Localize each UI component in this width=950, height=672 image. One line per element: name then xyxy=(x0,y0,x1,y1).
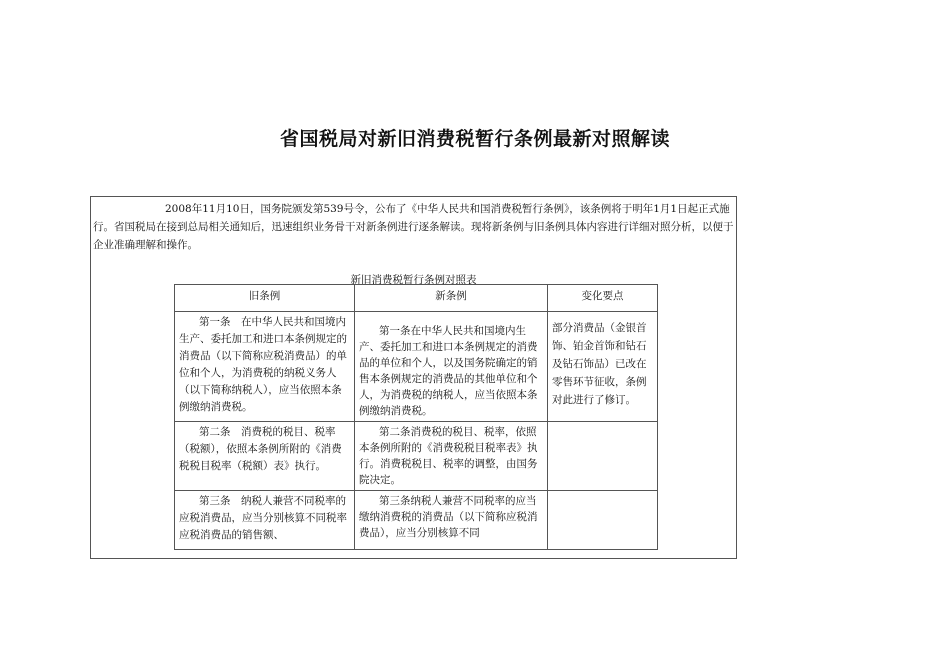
table-header-row xyxy=(175,285,658,312)
new-article-cell: 第二条消费税的税目、税率，依照本条例所附的《消费税税目税率表》执行。消费税税目、税率的调整，由国务院决定。 xyxy=(355,422,548,491)
content-box xyxy=(90,196,737,559)
change-note-cell xyxy=(548,422,658,491)
intro-paragraph: 2008年11月10日，国务院颁发第539号令，公布了《中华人民共和国消费税暂行条例》，该条例将于明年1月1日起正式施行。省国税局在接到总局相关通知后，迅速组织业务骨干对新条例进行逐条解读。现将新条例与旧条例具体内容进行详细对照分析，以便于企业准确理解和操作。 xyxy=(93,203,734,251)
table-row xyxy=(175,422,658,491)
old-article-cell: 第三条 纳税人兼营不同税率的应税消费品，应当分别核算不同税率应税消费品的销售额、 xyxy=(175,491,355,550)
comparison-table xyxy=(174,284,658,550)
new-article-cell: 第三条纳税人兼营不同税率的应当缴纳消费税的消费品（以下简称应税消费品），应当分别核算不同 xyxy=(355,491,548,550)
table-row xyxy=(175,312,658,422)
change-note-cell: 部分消费品（金银首饰、铂金首饰和钻石及钻石饰品）已改在零售环节征收，条例对此进行了修订。 xyxy=(548,312,658,422)
document-title: 省国税局对新旧消费税暂行条例最新对照解读 xyxy=(279,128,670,150)
old-article-cell: 第一条 在中华人民共和国境内生产、委托加工和进口本条例规定的消费品（以下简称应税消费品）的单位和个人，为消费税的纳税义务人（以下简称纳税人），应当依照本条例缴纳消费税。 xyxy=(175,312,355,422)
header-new-regulation: 新条例 xyxy=(355,285,548,312)
change-note-cell xyxy=(548,491,658,550)
table-caption: 新旧消费税暂行条例对照表 xyxy=(350,274,477,286)
table-row xyxy=(175,491,658,550)
header-old-regulation: 旧条例 xyxy=(175,285,355,312)
header-key-changes: 变化要点 xyxy=(548,285,658,312)
old-article-cell: 第二条 消费税的税目、税率（税额），依照本条例所附的《消费税税目税率（税额）表》执行。 xyxy=(175,422,355,491)
new-article-cell: 第一条在中华人民共和国境内生产、委托加工和进口本条例规定的消费品的单位和个人，以及国务院确定的销售本条例规定的消费品的其他单位和个人，为消费税的纳税人，应当依照本条例缴纳消费税。 xyxy=(355,312,548,422)
